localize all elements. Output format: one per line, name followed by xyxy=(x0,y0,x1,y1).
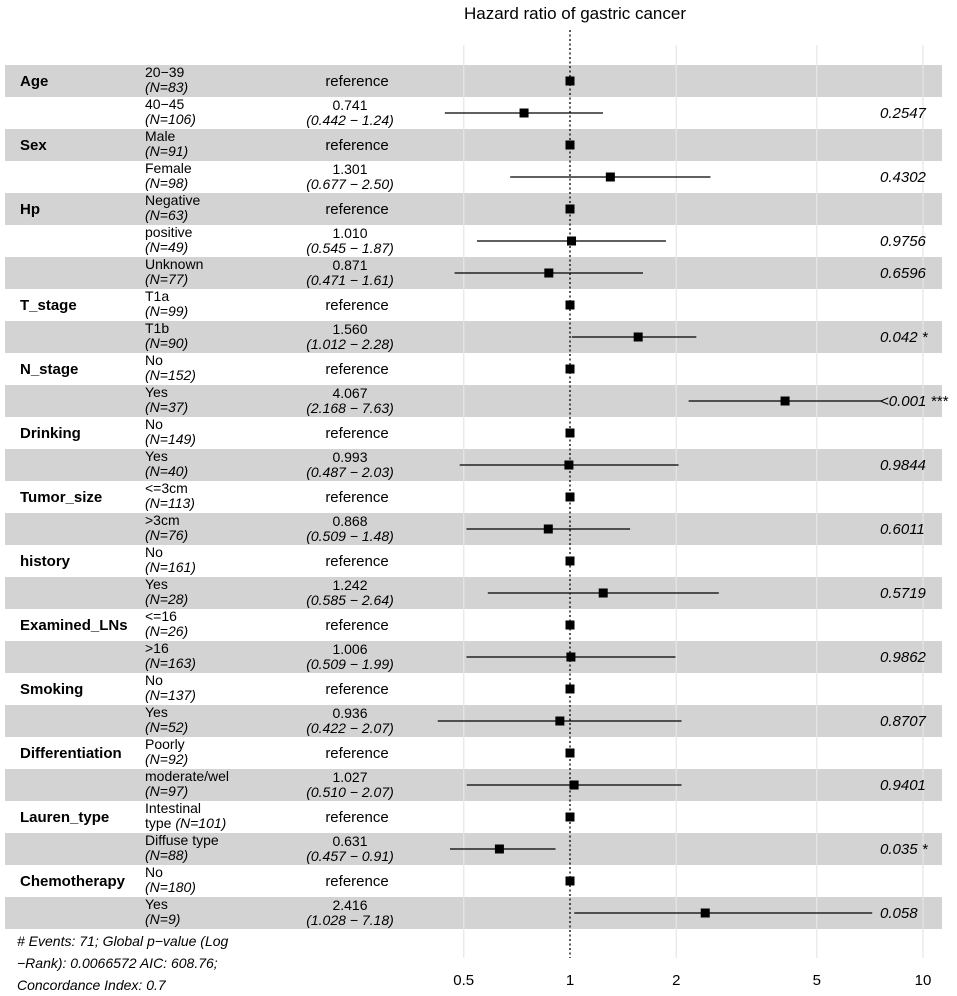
variable-label: T_stage xyxy=(20,297,77,314)
n-label: (N=9) xyxy=(145,911,181,927)
hr-point xyxy=(606,173,615,182)
reference-label: reference xyxy=(325,745,389,762)
level-label: <=3cm xyxy=(145,480,188,496)
hr-value: 0.936 xyxy=(332,705,368,721)
reference-label: reference xyxy=(325,553,389,570)
level-label: Female xyxy=(145,160,192,176)
reference-label: reference xyxy=(325,361,389,378)
ci-range: (0.677 − 2.50) xyxy=(306,176,394,192)
hr-value: 1.006 xyxy=(332,641,368,657)
variable-label: Sex xyxy=(20,137,47,154)
ci-range: (0.487 − 2.03) xyxy=(306,464,394,480)
x-axis-ticks xyxy=(453,972,931,989)
footer-line: # Events: 71; Global p−value (Log xyxy=(17,933,229,949)
hr-value: 1.301 xyxy=(332,161,368,177)
level-label: positive xyxy=(145,224,193,240)
hr-point xyxy=(555,717,564,726)
level-label: No xyxy=(145,544,163,560)
n-label: (N=98) xyxy=(145,175,189,191)
hr-point xyxy=(566,141,575,150)
hr-point xyxy=(599,589,608,598)
model-summary xyxy=(17,930,317,996)
p-value: 0.2547 xyxy=(880,105,926,122)
p-value: 0.6596 xyxy=(880,265,926,282)
hr-value: 1.560 xyxy=(332,321,368,337)
hr-point xyxy=(566,877,575,886)
x-tick-label: 0.5 xyxy=(453,972,475,989)
hr-point xyxy=(566,365,575,374)
hr-value: 0.871 xyxy=(332,257,368,273)
level-label: Male xyxy=(145,128,176,144)
level-label: 20−39 xyxy=(145,64,185,80)
reference-label: reference xyxy=(325,489,389,506)
hr-point xyxy=(567,237,576,246)
hr-value: 1.010 xyxy=(332,225,368,241)
level-label: Yes xyxy=(145,448,168,464)
footer-line: −Rank): 0.0066572 AIC: 608.76; xyxy=(17,955,218,971)
level-label: 40−45 xyxy=(145,96,185,112)
gridlines xyxy=(464,45,923,958)
level-label: Poorly xyxy=(145,736,185,752)
n-label: (N=106) xyxy=(145,111,196,127)
hr-value: 4.067 xyxy=(332,385,368,401)
n-label: (N=40) xyxy=(145,463,189,479)
reference-label: reference xyxy=(325,425,389,442)
ci-range: (0.442 − 1.24) xyxy=(306,112,394,128)
hr-point xyxy=(495,845,504,854)
reference-label: reference xyxy=(325,73,389,90)
x-tick-label: 2 xyxy=(672,972,681,989)
reference-label: reference xyxy=(325,681,389,698)
variable-label: Hp xyxy=(20,201,40,218)
n-label: (N=88) xyxy=(145,847,189,863)
n-label: (N=52) xyxy=(145,719,189,735)
hr-point xyxy=(634,333,643,342)
x-tick-label: 1 xyxy=(565,972,575,989)
hr-point xyxy=(544,269,553,278)
n-label: (N=113) xyxy=(145,495,195,511)
n-label: (N=97) xyxy=(145,783,189,799)
hr-point xyxy=(566,685,575,694)
level-label: Yes xyxy=(145,576,168,592)
variable-label: Age xyxy=(20,73,49,90)
hr-point xyxy=(566,429,575,438)
n-label: (N=99) xyxy=(145,303,189,319)
ci-range: (0.422 − 2.07) xyxy=(306,720,394,736)
n-label: (N=161) xyxy=(145,559,196,575)
variable-label: Tumor_size xyxy=(20,489,103,506)
n-label: (N=137) xyxy=(145,687,196,703)
p-value: <0.001 *** xyxy=(880,393,948,410)
variable-label: Examined_LNs xyxy=(20,617,128,634)
hr-point xyxy=(566,493,575,502)
reference-label: reference xyxy=(325,617,389,634)
n-label: (N=83) xyxy=(145,79,189,95)
n-label: (N=76) xyxy=(145,527,189,543)
hr-point xyxy=(781,397,790,406)
hr-point xyxy=(566,653,575,662)
level-label: T1a xyxy=(145,288,170,304)
p-value: 0.035 * xyxy=(880,841,928,858)
level-label: No xyxy=(145,864,163,880)
reference-label: reference xyxy=(325,873,389,890)
level-label: No xyxy=(145,352,163,368)
n-label: (N=91) xyxy=(145,143,189,159)
n-label: (N=180) xyxy=(145,879,196,895)
ci-range: (0.509 − 1.48) xyxy=(306,528,394,544)
hr-point xyxy=(566,813,575,822)
level-label: >16 xyxy=(145,640,169,656)
ci-range: (0.509 − 1.99) xyxy=(306,656,394,672)
n-label: (N=152) xyxy=(145,367,196,383)
n-label: (N=163) xyxy=(145,655,196,671)
level-label: <=16 xyxy=(145,608,177,624)
ci-range: (1.028 − 7.18) xyxy=(306,912,394,928)
p-value: 0.9862 xyxy=(880,649,926,666)
level-label: No xyxy=(145,416,163,432)
level-label: Negative xyxy=(145,192,201,208)
n-label: (N=90) xyxy=(145,335,189,351)
p-value: 0.8707 xyxy=(880,713,926,730)
level-label: type (N=101) xyxy=(145,815,227,831)
hr-point xyxy=(701,909,710,918)
n-label: (N=149) xyxy=(145,431,196,447)
level-label: >3cm xyxy=(145,512,180,528)
hr-point xyxy=(566,77,575,86)
ci-range: (0.471 − 1.61) xyxy=(306,272,394,288)
hr-value: 1.027 xyxy=(332,769,368,785)
p-value: 0.5719 xyxy=(880,585,926,602)
p-value: 0.058 xyxy=(880,905,918,922)
level-label: Intestinal xyxy=(145,800,202,816)
level-label: T1b xyxy=(145,320,170,336)
hr-value: 1.242 xyxy=(332,577,368,593)
level-label: Yes xyxy=(145,384,168,400)
x-tick-label: 10 xyxy=(914,972,932,989)
ci-range: (0.585 − 2.64) xyxy=(306,592,394,608)
p-value: 0.9401 xyxy=(880,777,926,794)
hr-point xyxy=(566,301,575,310)
hr-point xyxy=(566,621,575,630)
hr-value: 0.993 xyxy=(332,449,368,465)
hr-value: 0.741 xyxy=(332,97,368,113)
p-value: 0.9756 xyxy=(880,233,926,250)
level-label: Yes xyxy=(145,704,168,720)
ci-range: (2.168 − 7.63) xyxy=(306,400,394,416)
n-label: (N=92) xyxy=(145,751,189,767)
reference-label: reference xyxy=(325,137,389,154)
p-value: 0.4302 xyxy=(880,169,926,186)
ci-range: (1.012 − 2.28) xyxy=(306,336,394,352)
n-label: (N=63) xyxy=(145,207,189,223)
p-value: 0.9844 xyxy=(880,457,926,474)
hr-point xyxy=(564,461,573,470)
hr-value: 2.416 xyxy=(332,897,368,913)
hr-point xyxy=(520,109,529,118)
ci-range: (0.510 − 2.07) xyxy=(306,784,394,800)
reference-label: reference xyxy=(325,809,389,826)
footer-line: Concordance Index: 0.7 xyxy=(17,977,166,993)
ci-range: (0.457 − 0.91) xyxy=(306,848,394,864)
variable-label: Drinking xyxy=(20,425,81,442)
variable-label: Chemotherapy xyxy=(20,873,126,890)
variable-label: Smoking xyxy=(20,681,84,698)
n-label: (N=26) xyxy=(145,623,189,639)
ci-range: (0.545 − 1.87) xyxy=(306,240,394,256)
p-value: 0.6011 xyxy=(880,521,925,538)
level-label: Diffuse type xyxy=(145,832,219,848)
level-label: Yes xyxy=(145,896,168,912)
n-label: (N=28) xyxy=(145,591,189,607)
variable-label: history xyxy=(20,553,71,570)
chart-title: Hazard ratio of gastric cancer xyxy=(463,4,687,23)
level-label: No xyxy=(145,672,163,688)
n-label: (N=77) xyxy=(145,271,189,287)
hr-point xyxy=(570,781,579,790)
hr-point xyxy=(566,205,575,214)
level-label: moderate/wel xyxy=(145,768,230,784)
reference-label: reference xyxy=(325,297,389,314)
n-label: (N=37) xyxy=(145,399,189,415)
n-label: (N=49) xyxy=(145,239,189,255)
hr-point xyxy=(566,749,575,758)
p-value: 0.042 * xyxy=(880,329,928,346)
level-label: Unknown xyxy=(145,256,204,272)
n-label: (N=101) xyxy=(175,815,227,831)
reference-label: reference xyxy=(325,201,389,218)
variable-label: N_stage xyxy=(20,361,79,378)
variable-label: Lauren_type xyxy=(20,809,110,826)
hr-point xyxy=(566,557,575,566)
x-tick-label: 5 xyxy=(812,972,821,989)
hr-value: 0.868 xyxy=(332,513,368,529)
hr-point xyxy=(544,525,553,534)
variable-label: Differentiation xyxy=(20,745,122,762)
hr-value: 0.631 xyxy=(332,833,368,849)
